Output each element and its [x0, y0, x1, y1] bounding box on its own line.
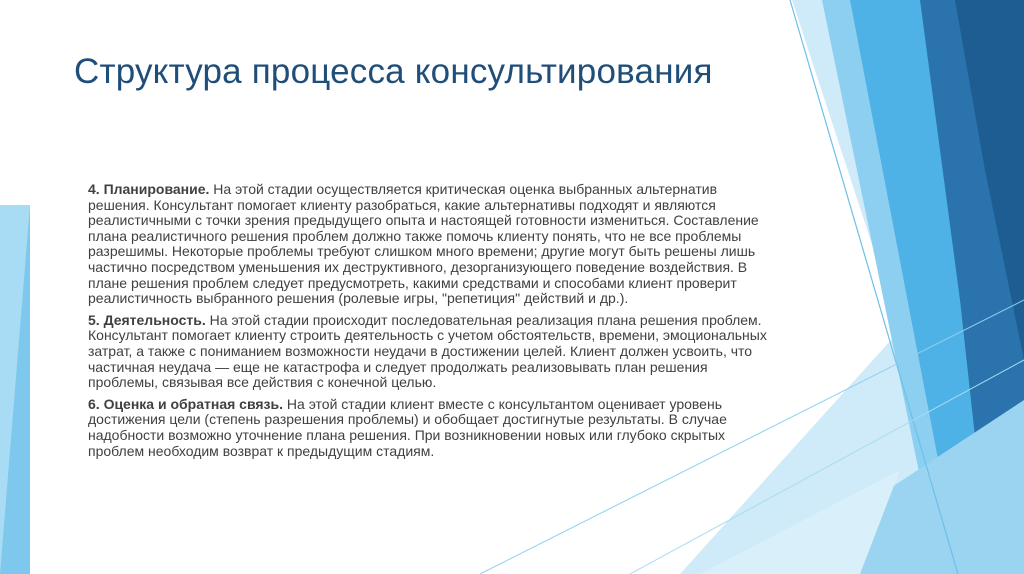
- paragraph-evaluation: [88, 397, 780, 459]
- paragraph-heading: 5. Деятельность.: [88, 311, 206, 328]
- paragraph-text: На этой стадии клиент вместе с консультантом оценивает уровень достижения цели (степень разрешения проблемы) и обобщает достигнутые результаты. В случае надобности возможно уточнение плана решения. При возникновении новых или глубоко скрытых проблем необходим возврат к предыдущим стадиям.: [88, 395, 727, 459]
- paragraph-heading: 4. Планирование.: [88, 181, 210, 197]
- paragraph-heading: 6. Оценка и обратная связь.: [88, 395, 284, 412]
- slide-body: [88, 182, 780, 465]
- paragraph-planning: [88, 182, 780, 307]
- paragraph-text: На этой стадии происходит последовательная реализация плана решения проблем. Консультант помогает клиенту строить деятельность с учетом обстоятельств, времени, эмоциональных затрат, а также с пониманием возможности неудачи в достижении целей. Клиент должен усвоить, что частичная неудача — еще не катастрофа и следует продолжать реализовывать план решения проблемы, связывая все действия с конечной целью.: [88, 311, 767, 391]
- paragraph-text: На этой стадии осуществляется критическая оценка выбранных альтернатив решения. Консультант помогает клиенту разобраться, какие альтернативы подходят и являются реалистичными с точки зрения предыдущего опыта и настоящей готовности измениться. Составление плана реалистичного решения проблем должно также помочь клиенту понять, что не все проблемы разрешимы. Некоторые проблемы требуют слишком много времени; другие могут быть решены лишь частично посредством уменьшения их деструктивного, дезорганизующего поведение воздействия. В плане решения проблем следует предусмотреть, какими средствами и способами клиент проверит реалистичность выбранного решения (ролевые игры, "репетиция" действий и др.).: [88, 181, 759, 307]
- paragraph-activity: [88, 313, 780, 391]
- slide-title: Структура процесса консультирования: [74, 52, 713, 91]
